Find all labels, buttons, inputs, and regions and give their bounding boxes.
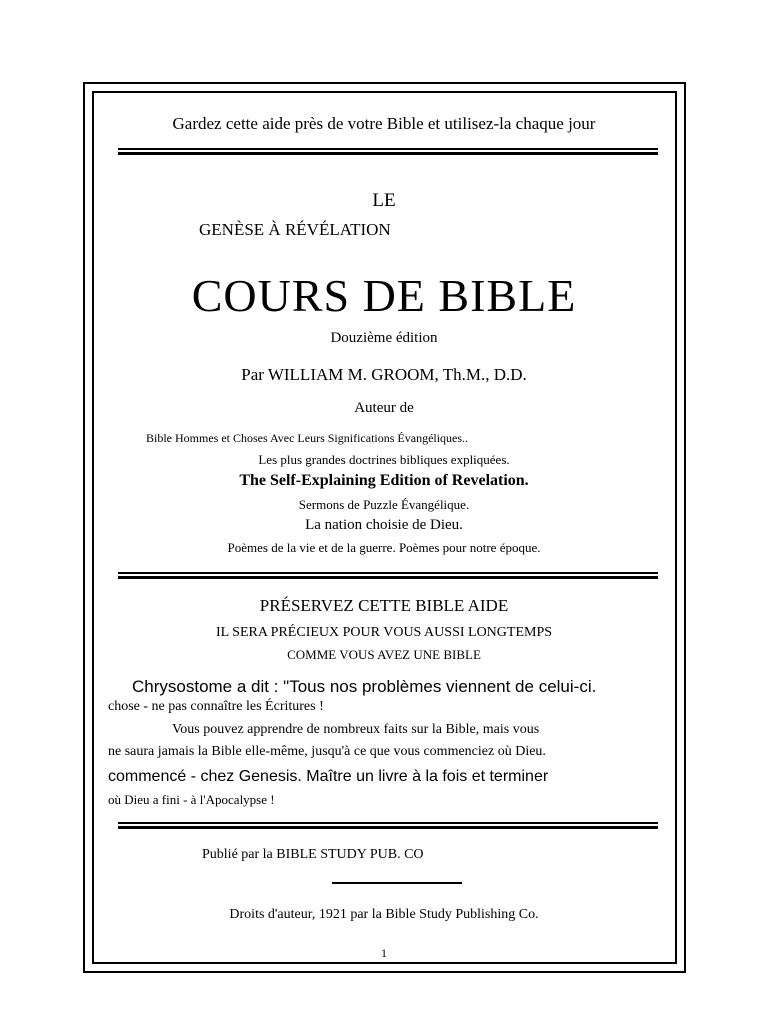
page-number: 1 bbox=[381, 946, 387, 960]
header-rule bbox=[118, 148, 658, 155]
tagline: Gardez cette aide près de votre Bible et utilisez-la chaque jour bbox=[172, 114, 596, 133]
work-2: Les plus grandes doctrines bibliques expliquées. bbox=[258, 452, 510, 467]
work-4: Sermons de Puzzle Évangélique. bbox=[298, 497, 470, 512]
publisher: Publié par la BIBLE STUDY PUB. CO bbox=[202, 847, 424, 862]
work-3: The Self-Explaining Edition of Revelation. bbox=[239, 472, 529, 489]
preserve-line-2: COMME VOUS AVEZ UNE BIBLE bbox=[287, 647, 481, 662]
subtitle: GENÈSE À RÉVÉLATION bbox=[199, 220, 391, 239]
preserve-heading: PRÉSERVEZ CETTE BIBLE AIDE bbox=[259, 596, 509, 615]
work-1: Bible Hommes et Choses Avec Leurs Significations Évangéliques.. bbox=[146, 431, 469, 445]
author-of: Auteur de bbox=[354, 400, 414, 416]
preserve-line-1: IL SERA PRÉCIEUX POUR VOUS AUSSI LONGTEMPS bbox=[215, 625, 553, 640]
quote-line-5: commencé - chez Genesis. Maître un livre à la fois et terminer bbox=[108, 768, 549, 785]
footer-rule bbox=[118, 822, 658, 829]
title-le: LE bbox=[372, 190, 396, 211]
quote-line-1: Chrysostome a dit : "Tous nos problèmes viennent de celui-ci. bbox=[132, 677, 597, 696]
middle-rule bbox=[118, 572, 658, 579]
author: Par WILLIAM M. GROOM, Th.M., D.D. bbox=[241, 365, 527, 384]
quote-line-2: chose - ne pas connaître les Écritures ! bbox=[108, 699, 324, 714]
main-title: COURS DE BIBLE bbox=[191, 270, 577, 321]
quote-line-3: Vous pouvez apprendre de nombreux faits sur la Bible, mais vous bbox=[172, 722, 540, 737]
edition: Douzième édition bbox=[330, 330, 438, 346]
work-6: Poèmes de la vie et de la guerre. Poèmes pour notre époque. bbox=[227, 540, 541, 555]
publisher-underline bbox=[332, 882, 462, 884]
quote-line-4: ne saura jamais la Bible elle-même, jusqu'à ce que vous commenciez où Dieu. bbox=[108, 744, 546, 759]
quote-line-6: où Dieu a fini - à l'Apocalypse ! bbox=[108, 792, 275, 807]
work-5: La nation choisie de Dieu. bbox=[305, 517, 463, 533]
copyright: Droits d'auteur, 1921 par la Bible Study Publishing Co. bbox=[229, 907, 539, 922]
